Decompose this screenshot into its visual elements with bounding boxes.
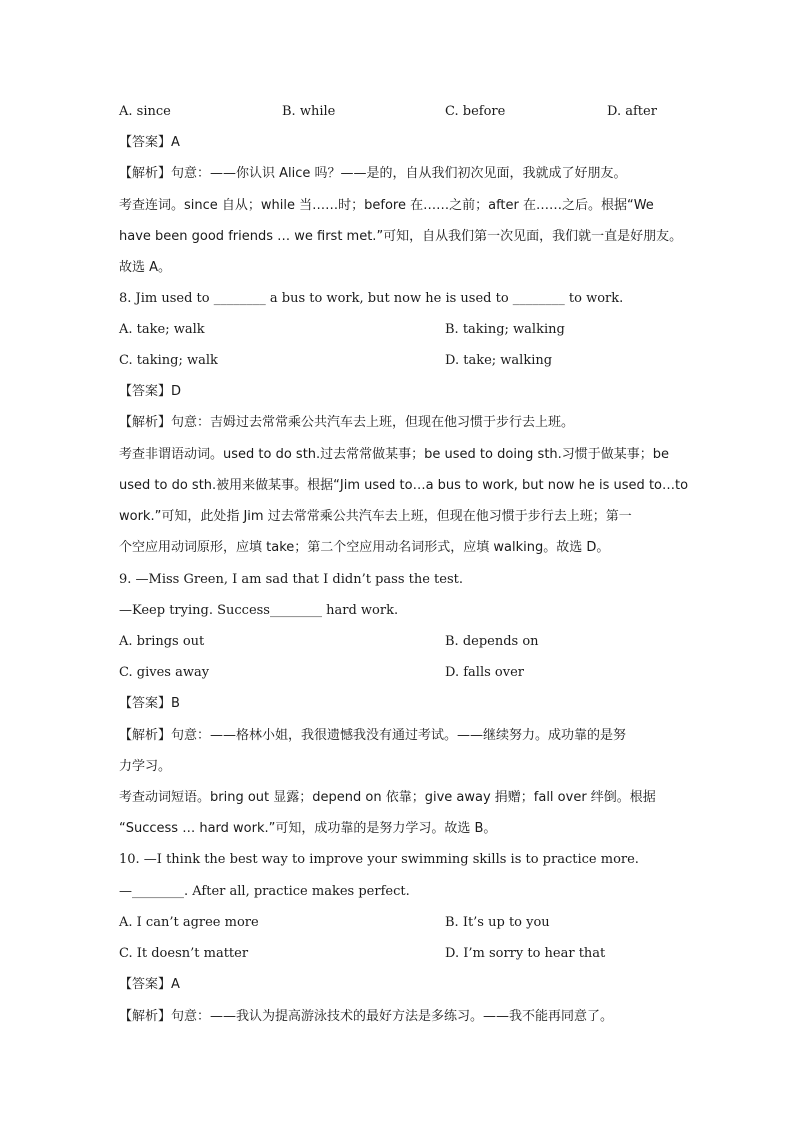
q7-analysis-line-1: 【解析】句意：——你认识 Alice 吗？——是的，自从我们初次见面，我就成了好朋友。 [119, 166, 627, 181]
q8-option-a: A. take; walk [119, 322, 205, 337]
q7-analysis-line-2: 考查连词。since 自从；while 当……时；before 在……之前；after 在……之后。根据“We [119, 198, 654, 213]
q8-analysis-line-2: 考查非谓语动词。used to do sth.过去常常做某事；be used to doing sth.习惯于做某事；be [119, 447, 670, 462]
q9-analysis-line-3: 考查动词短语。bring out 显露；depend on 依靠；give away 捐赠；fall over 绊倒。根据 [119, 790, 656, 805]
q10-analysis-line-1: 【解析】句意：——我认为提高游泳技术的最好方法是多练习。——我不能再同意了。 [119, 1009, 614, 1024]
q9-answer: 【答案】B [119, 696, 180, 711]
q8-analysis-line-1: 【解析】句意：吉姆过去常常乘公共汽车去上班，但现在他习惯于步行去上班。 [119, 415, 575, 430]
q7-analysis-line-3: have been good friends … we first met.”可知，自从我们第一次见面，我们就一直是好朋友。 [119, 229, 683, 244]
q9-question-line-1: 9. —Miss Green, I am sad that I didn’t pass the test. [119, 572, 464, 587]
q10-option-b: B. It’s up to you [445, 915, 550, 930]
q7-option-c: C. before [445, 104, 506, 119]
q9-analysis-line-4: “Success … hard work.”可知，成功靠的是努力学习。故选 B。 [119, 821, 497, 836]
q9-analysis-line-2: 力学习。 [119, 759, 172, 774]
q7-option-b: B. while [282, 104, 336, 119]
q8-answer: 【答案】D [119, 384, 182, 399]
q9-option-c: C. gives away [119, 665, 210, 680]
q8-analysis-line-4: work.”可知，此处指 Jim 过去常常乘公共汽车去上班，但现在他习惯于步行去上班；第一 [119, 509, 632, 524]
q9-analysis-line-1: 【解析】句意：——格林小姐，我很遗憾我没有通过考试。——继续努力。成功靠的是努 [119, 728, 627, 743]
q10-option-a: A. I can’t agree more [119, 915, 259, 930]
q8-option-d: D. take; walking [445, 353, 553, 368]
q8-option-b: B. taking; walking [445, 322, 565, 337]
q8-option-c: C. taking; walk [119, 353, 218, 368]
q7-answer: 【答案】A [119, 135, 180, 150]
q9-option-b: B. depends on [445, 634, 539, 649]
q8-analysis-line-5: 个空应用动词原形，应填 take；第二个空应用动名词形式，应填 walking。故选 D。 [119, 540, 610, 555]
q10-question-line-1: 10. —I think the best way to improve your swimming skills is to practice more. [119, 852, 639, 867]
q10-question-line-2: —________. After all, practice makes perfect. [119, 884, 410, 899]
q8-analysis-line-3: used to do sth.被用来做某事。根据“Jim used to…a bus to work, but now he is used to…to [119, 478, 689, 493]
q7-analysis-line-4: 故选 A。 [119, 260, 172, 275]
q7-option-a: A. since [119, 104, 171, 119]
q10-option-d: D. I’m sorry to hear that [445, 946, 606, 961]
q10-answer: 【答案】A [119, 977, 180, 992]
q7-option-d: D. after [607, 104, 657, 119]
q9-option-d: D. falls over [445, 665, 524, 680]
q10-option-c: C. It doesn’t matter [119, 946, 249, 961]
q9-option-a: A. brings out [119, 634, 205, 649]
q8-question: 8. Jim used to ________ a bus to work, but now he is used to ________ to work. [119, 291, 624, 306]
q9-question-line-2: —Keep trying. Success________ hard work. [119, 603, 399, 618]
